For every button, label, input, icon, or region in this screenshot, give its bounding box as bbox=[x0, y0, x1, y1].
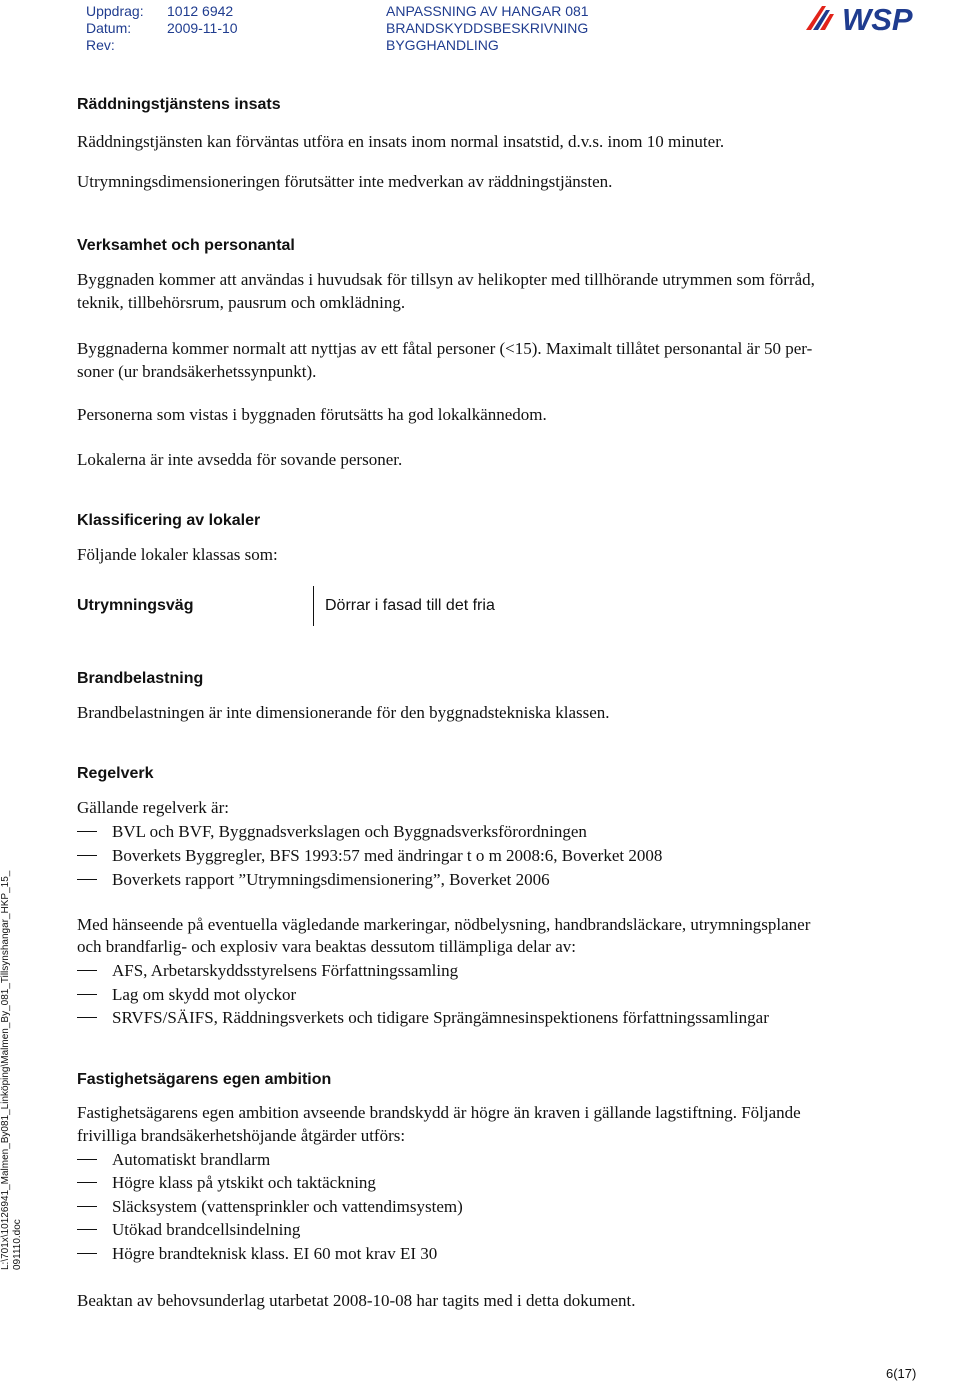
wsp-logo bbox=[802, 0, 952, 36]
brandbelastning-p1: Brandbelastningen är inte dimensionerande för den byggnadstekniska klassen. bbox=[77, 703, 610, 722]
dash-bullet bbox=[77, 879, 97, 880]
dash-bullet bbox=[77, 994, 97, 995]
heading-verksamhet: Verksamhet och personantal bbox=[77, 237, 295, 254]
klassificering-row-label: Utrymningsväg bbox=[77, 597, 194, 614]
dash-bullet bbox=[77, 1206, 97, 1207]
ambition-p1-line1: Fastighetsägarens egen ambition avseende brandskydd är högre än kraven i gällande lagstiftning. Följande bbox=[77, 1103, 801, 1122]
ambition-p1-line2: frivilliga brandsäkerhetshöjande åtgärder utförs: bbox=[77, 1126, 406, 1145]
header-rev-label: Rev: bbox=[86, 37, 115, 53]
page-number: 6(17) bbox=[886, 1366, 917, 1381]
wsp-logo-mark bbox=[806, 6, 834, 30]
header-uppdrag-label: Uppdrag: bbox=[86, 3, 144, 19]
heading-brandbelastning: Brandbelastning bbox=[77, 670, 204, 687]
dash-bullet bbox=[77, 1017, 97, 1018]
header-datum-label: Datum: bbox=[86, 20, 132, 36]
file-path-line2: 091110.doc bbox=[12, 1219, 23, 1270]
dash-bullet bbox=[77, 831, 97, 832]
regelverk-intro: Gällande regelverk är: bbox=[77, 798, 229, 817]
regelverk-p2-line1: Med hänseende på eventuella vägledande markeringar, nödbelysning, handbrandsläckare, utrymningsplaner bbox=[77, 915, 811, 934]
dash-bullet bbox=[77, 1253, 97, 1254]
header-datum-value: 2009-11-10 bbox=[167, 20, 238, 36]
heading-ambition: Fastighetsägarens egen ambition bbox=[77, 1071, 332, 1088]
header-uppdrag-value: 1012 6942 bbox=[167, 3, 234, 19]
dash-bullet bbox=[77, 970, 97, 971]
dash-bullet bbox=[77, 1229, 97, 1230]
raddning-p2: Utrymningsdimensioneringen förutsätter inte medverkan av räddningstjänsten. bbox=[77, 172, 613, 191]
verksamhet-p2-line2: soner (ur brandsäkerhetssynpunkt). bbox=[77, 362, 317, 381]
ambition-closing: Beaktan av behovsunderlag utarbetat 2008-10-08 har tagits med i detta dokument. bbox=[77, 1291, 636, 1310]
header-title-document: BRANDSKYDDSBESKRIVNING bbox=[386, 20, 589, 36]
regelverk-p2-line2: och brandfarlig- och explosiv vara beaktas dessutom tillämpliga delar av: bbox=[77, 937, 576, 956]
verksamhet-p1-line1: Byggnaden kommer att användas i huvudsak för tillsyn av helikopter med tillhörande utrymmen som förråd, bbox=[77, 270, 815, 289]
verksamhet-p1-line2: teknik, tillbehörsrum, pausrum och omklädning. bbox=[77, 293, 406, 312]
heading-raddning: Räddningstjänstens insats bbox=[77, 96, 281, 113]
file-path-sidebar bbox=[0, 871, 24, 1270]
heading-regelverk: Regelverk bbox=[77, 765, 154, 782]
wsp-logo-text: WSP bbox=[842, 2, 913, 36]
file-path-line1: L:\701x\10126941_Malmen_By081_Linköping\Malmen_By_081_Tillsynshangar_HKP_15_ bbox=[0, 870, 11, 1270]
klassificering-row-value: Dörrar i fasad till det fria bbox=[325, 597, 495, 614]
heading-klassificering: Klassificering av lokaler bbox=[77, 512, 261, 529]
header-title-phase: BYGGHANDLING bbox=[386, 37, 499, 53]
verksamhet-p2-line1: Byggnaderna kommer normalt att nyttjas av ett fåtal personer (<15). Maximalt tillåtet personantal är 50 per- bbox=[77, 339, 813, 358]
verksamhet-p3: Personerna som vistas i byggnaden förutsätts ha god lokalkännedom. bbox=[77, 405, 547, 424]
klassificering-intro: Följande lokaler klassas som: bbox=[77, 545, 278, 564]
raddning-p1: Räddningstjänsten kan förväntas utföra en insats inom normal insatstid, d.v.s. inom 10 minuter. bbox=[77, 132, 725, 151]
klassificering-divider bbox=[313, 586, 314, 626]
header-title-project: ANPASSNING AV HANGAR 081 bbox=[386, 3, 589, 19]
verksamhet-p4: Lokalerna är inte avsedda för sovande personer. bbox=[77, 450, 403, 469]
dash-bullet bbox=[77, 1159, 97, 1160]
dash-bullet bbox=[77, 1182, 97, 1183]
dash-bullet bbox=[77, 855, 97, 856]
